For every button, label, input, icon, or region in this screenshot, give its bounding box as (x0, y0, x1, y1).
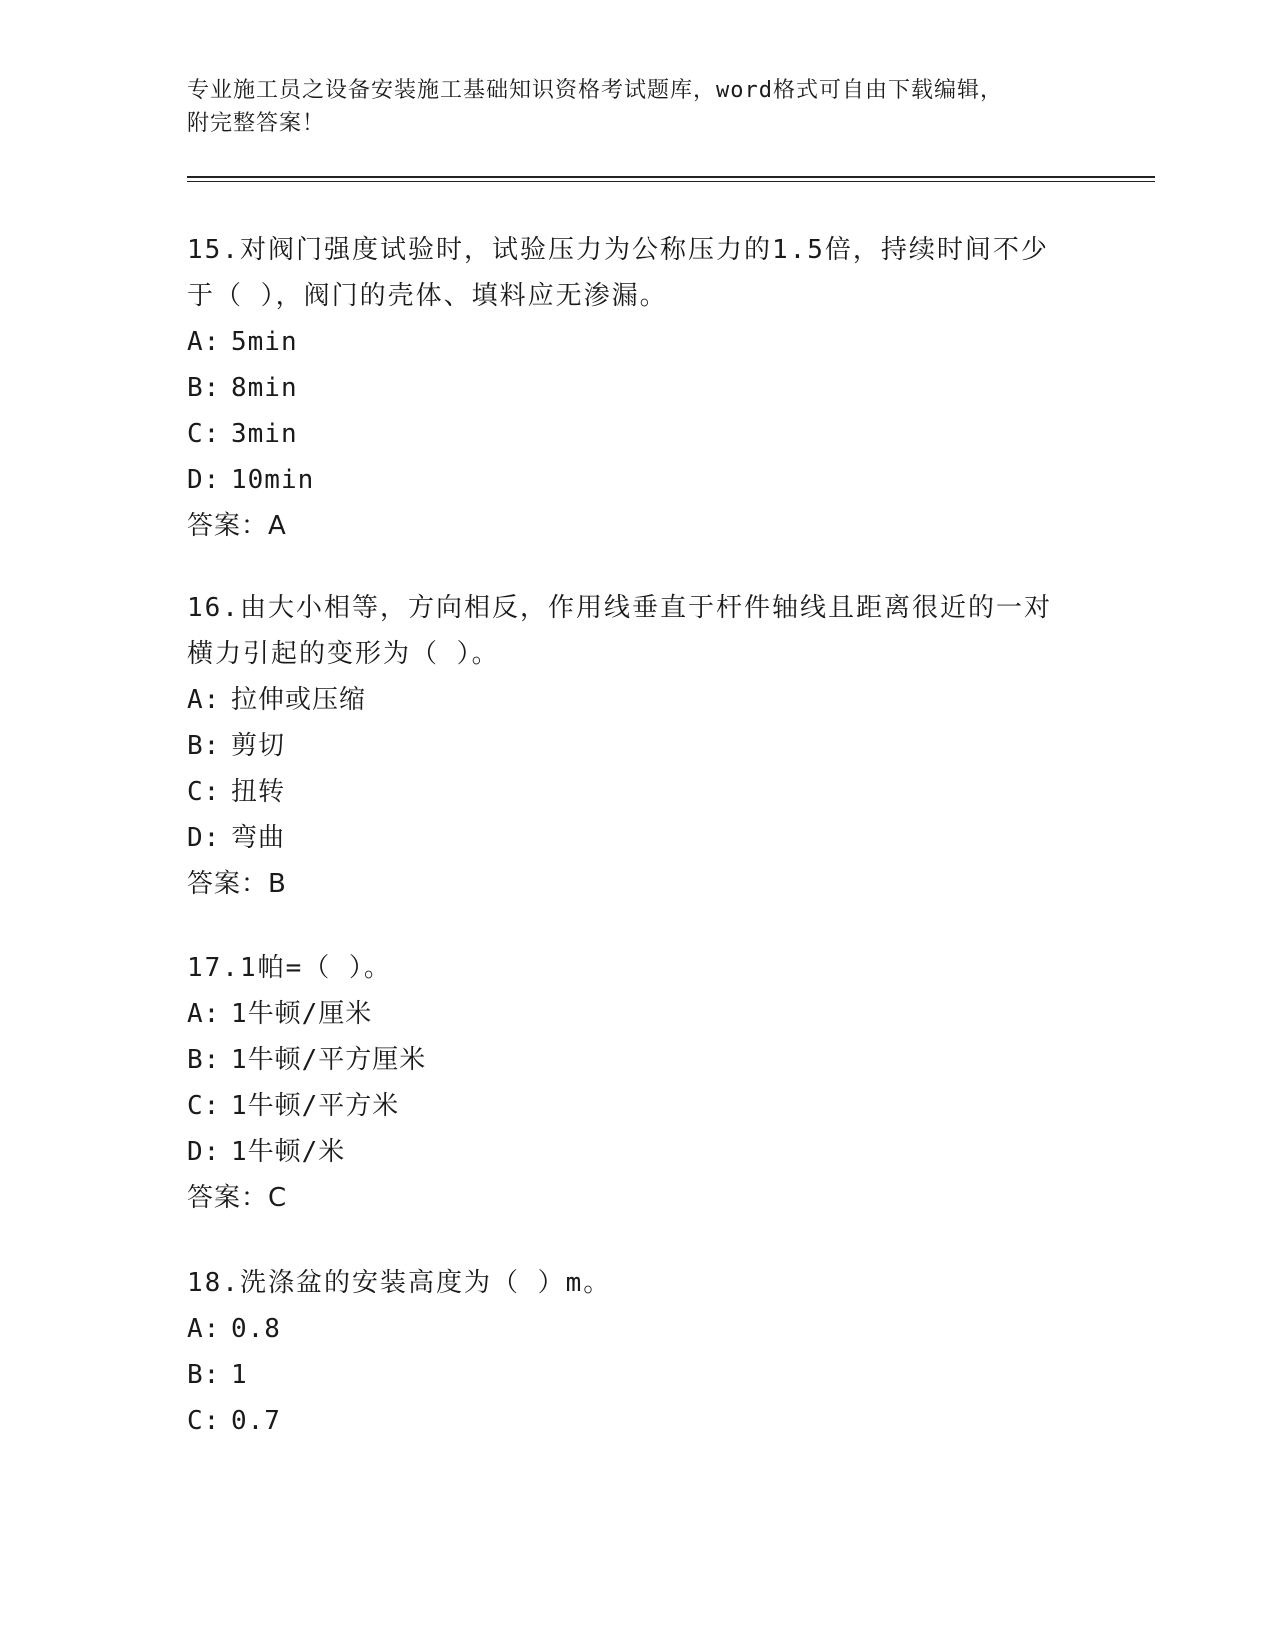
option-label: C: (187, 1091, 221, 1121)
option-c (187, 411, 1087, 457)
option-text: 1牛顿/平方厘米 (231, 1045, 427, 1075)
option-text: 扭转 (231, 777, 286, 807)
question-stem-line-1: 16.由大小相等，方向相反，作用线垂直于杆件轴线且距离很近的一对 (187, 593, 1052, 623)
option-d (187, 457, 1087, 503)
document-header (187, 74, 1067, 140)
option-c (187, 1083, 1087, 1129)
option-label: D: (187, 1137, 221, 1167)
option-text: 拉伸或压缩 (231, 685, 367, 715)
option-text: 1牛顿/厘米 (231, 999, 373, 1029)
option-label: C: (187, 419, 221, 449)
option-label: A: (187, 999, 221, 1029)
option-label: A: (187, 1314, 221, 1344)
question-15 (187, 227, 1087, 549)
option-a (187, 991, 1087, 1037)
question-stem-line-2: 横力引起的变形为（ ）。 (187, 639, 500, 669)
option-text: 3min (231, 419, 298, 449)
option-label: C: (187, 1406, 221, 1436)
option-text: 1牛顿/米 (231, 1137, 346, 1167)
option-text: 5min (231, 327, 298, 357)
option-label: B: (187, 1045, 221, 1075)
option-a (187, 677, 1087, 723)
header-line-2: 附完整答案！ (187, 111, 326, 136)
question-stem-line-1: 15.对阀门强度试验时，试验压力为公称压力的1.5倍，持续时间不少 (187, 235, 1049, 265)
option-label: A: (187, 685, 221, 715)
option-label: A: (187, 327, 221, 357)
option-c (187, 1398, 1087, 1444)
question-stem-line-1: 17.1帕=（ ）。 (187, 953, 392, 983)
option-b (187, 365, 1087, 411)
question-stem-line-1: 18.洗涤盆的安装高度为（ ）m。 (187, 1268, 612, 1298)
question-17 (187, 945, 1087, 1221)
answer-line: 答案：B (187, 869, 287, 899)
question-stem-line-2: 于（ ），阀门的壳体、填料应无渗漏。 (187, 281, 668, 311)
question-16 (187, 585, 1087, 907)
option-b (187, 1352, 1087, 1398)
option-label: B: (187, 1360, 221, 1390)
option-label: D: (187, 465, 221, 495)
option-text: 剪切 (231, 731, 286, 761)
option-label: C: (187, 777, 221, 807)
option-text: 弯曲 (231, 823, 286, 853)
answer-line: 答案：C (187, 1183, 288, 1213)
question-18 (187, 1260, 1087, 1444)
option-label: B: (187, 731, 221, 761)
option-text: 1 (231, 1360, 248, 1390)
option-text: 0.7 (231, 1406, 281, 1436)
option-a (187, 319, 1087, 365)
option-text: 1牛顿/平方米 (231, 1091, 400, 1121)
header-divider-thin (187, 181, 1155, 182)
option-text: 0.8 (231, 1314, 281, 1344)
header-line-1: 专业施工员之设备安装施工基础知识资格考试题库，word格式可自由下载编辑， (187, 78, 1003, 103)
answer-line: 答案：A (187, 511, 287, 541)
option-a (187, 1306, 1087, 1352)
header-divider-thick (187, 176, 1155, 178)
option-d (187, 815, 1087, 861)
option-c (187, 769, 1087, 815)
option-b (187, 1037, 1087, 1083)
option-label: B: (187, 373, 221, 403)
option-b (187, 723, 1087, 769)
option-label: D: (187, 823, 221, 853)
option-text: 8min (231, 373, 298, 403)
option-text: 10min (231, 465, 315, 495)
option-d (187, 1129, 1087, 1175)
